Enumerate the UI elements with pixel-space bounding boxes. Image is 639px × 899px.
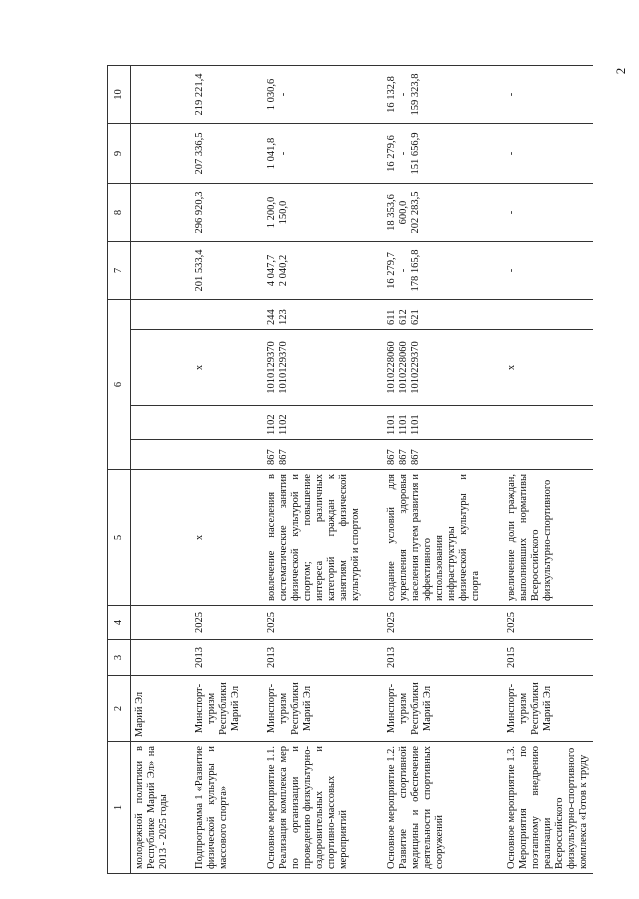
col-num-9: 9	[108, 124, 131, 184]
row-executor: Минспорт-туризм Республики Марий Эл	[263, 676, 365, 742]
row-start-year: 2013	[191, 640, 245, 676]
row-value-9: -	[503, 124, 593, 184]
row-name: Основное мероприятие 1.1. Реализация комплекса мер по организации и проведению физкультурно-оздоровительных и спортивно-массовых мероприятий	[263, 742, 365, 874]
row-result: вовлечение населения в систематические занятия физической культурой и спортом; повышение интереса различных категорий граждан к занятиям физической культурой и спортом	[263, 470, 365, 606]
row-name: молодежной политики в Республике Марий Эл» на 2013 - 2025 годы	[131, 742, 174, 874]
row-start-year: 2015	[503, 640, 593, 676]
col-num-6: 6	[108, 300, 131, 470]
col-num-8: 8	[108, 184, 131, 242]
column-number-row	[108, 66, 131, 874]
row-value-7: 16 279,7 - 178 165,8	[383, 242, 485, 300]
row-value-9: 207 336,5	[191, 124, 245, 184]
col-num-3: 3	[108, 640, 131, 676]
row-value-9: 16 279,6 - 151 656,9	[383, 124, 485, 184]
table-row	[503, 66, 593, 874]
row-code-expense: 611 612 621	[383, 300, 485, 330]
row-code-expense: 244 123	[263, 300, 365, 330]
row-end-year: 2025	[191, 606, 245, 640]
row-start-year: 2013	[383, 640, 485, 676]
row-start-year: 2013	[263, 640, 365, 676]
row-result: создание условий для укрепления здоровья населения путем развития и эффективного использования инфраструктуры физической культуры и спорта	[383, 470, 485, 606]
row-code-section: 1102 1102	[263, 406, 365, 440]
row-value-10: -	[503, 66, 593, 124]
row-value-8: 296 920,3	[191, 184, 245, 242]
col-num-4: 4	[108, 606, 131, 640]
row-executor: Марий Эл	[131, 676, 174, 742]
row-end-year: 2025	[503, 606, 593, 640]
row-end-year: 2025	[263, 606, 365, 640]
row-value-10: 219 221,4	[191, 66, 245, 124]
row-value-8: 18 353,6 600,0 202 283,5	[383, 184, 485, 242]
row-value-7: -	[503, 242, 593, 300]
table-row	[131, 66, 174, 874]
row-code-grbs: 867 867 867	[383, 440, 485, 470]
budget-table	[107, 65, 593, 874]
row-executor: Минспорт-туризм Республики Марий Эл	[383, 676, 485, 742]
row-result: увеличение доли граждан, выполнивших нормативы Всероссийского физкультурно-спортивного	[503, 470, 593, 606]
rotated-table-stage	[0, 39, 639, 899]
row-name: Основное мероприятие 1.3. Мероприятия по поэтапному внедрению реализации Всероссийского физкультурно-спортивного комплекса «Готов к труду	[503, 742, 593, 874]
row-code: х	[191, 330, 245, 406]
row-result: х	[191, 470, 245, 606]
col-num-7: 7	[108, 242, 131, 300]
row-value-9: 1 041,8 -	[263, 124, 365, 184]
row-end-year: 2025	[383, 606, 485, 640]
row-code-target: 1010129370 1010129370	[263, 330, 365, 406]
page-number: 2	[613, 67, 628, 75]
col-num-5: 5	[108, 470, 131, 606]
row-name: Основное мероприятие 1.2. Развитие спортивной медицины и обеспечение деятельности спортивных сооружений	[383, 742, 485, 874]
row-name: Подпрограмма 1 «Развитие физической культуры и массового спорта»	[191, 742, 245, 874]
row-value-8: -	[503, 184, 593, 242]
col-num-1: 1	[108, 742, 131, 874]
col-num-10: 10	[108, 66, 131, 124]
row-code-grbs: 867 867	[263, 440, 365, 470]
table-row	[383, 66, 485, 874]
row-code: х	[503, 330, 593, 406]
row-value-10: 1 030,6 -	[263, 66, 365, 124]
col-num-2: 2	[108, 676, 131, 742]
row-code-target: 1010228060 1010228060 1010229370	[383, 330, 485, 406]
row-value-8: 1 200,0 150,0	[263, 184, 365, 242]
row-code-section: 1101 1101 1101	[383, 406, 485, 440]
table-row	[263, 66, 365, 874]
row-executor: Минспорт-туризм Республики Марий Эл	[191, 676, 245, 742]
row-executor: Минспорт-туризм Республики Марий Эл	[503, 676, 593, 742]
row-value-7: 201 533,4	[191, 242, 245, 300]
table-row	[191, 66, 245, 874]
row-value-10: 16 132,8 - 159 323,8	[383, 66, 485, 124]
row-value-7: 4 047,7 2 040,2	[263, 242, 365, 300]
